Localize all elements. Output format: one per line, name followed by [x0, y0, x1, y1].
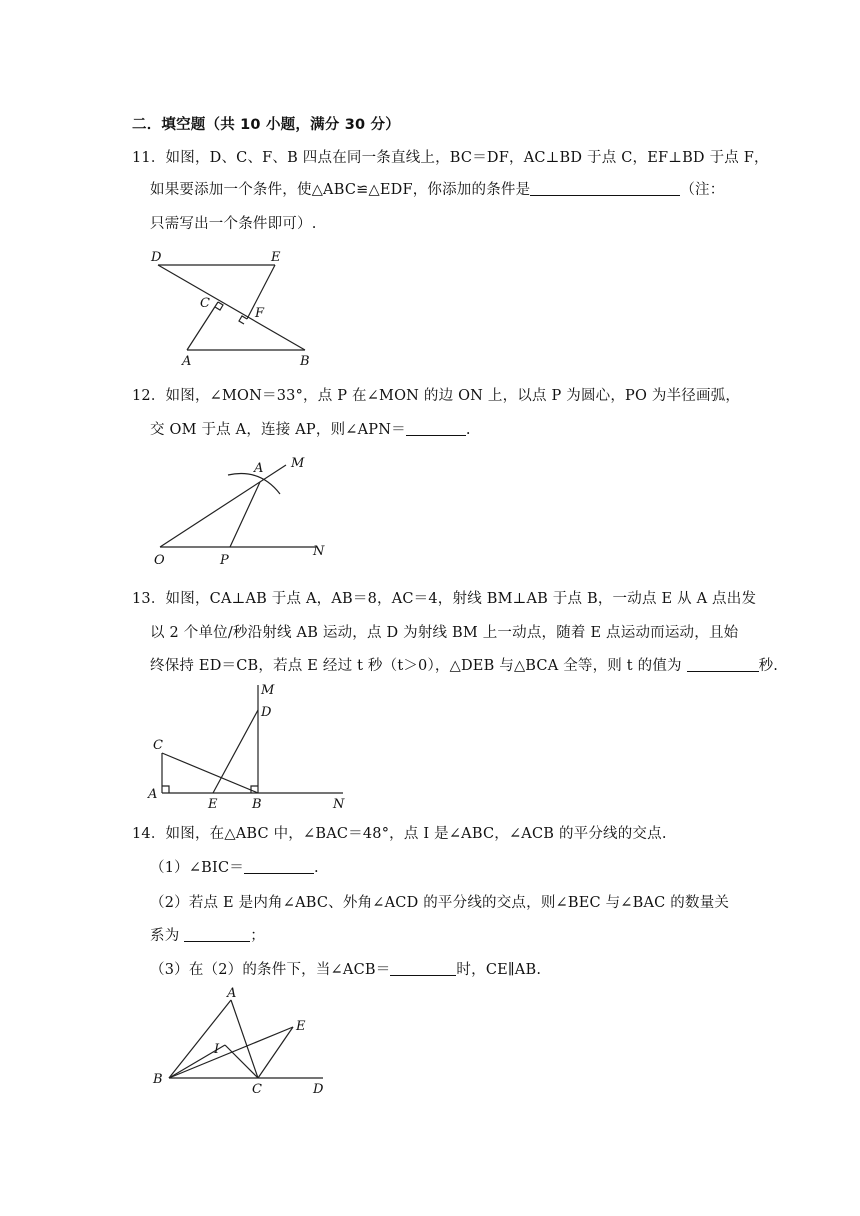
q12-line1: 12．如图，∠MON＝33°，点 P 在∠MON 的边 ON 上，以点 P 为圆心，PO 为半径画弧，: [132, 388, 741, 404]
q14-sub2-end: ；: [250, 928, 265, 944]
q14-label-e: E: [296, 1019, 306, 1034]
q14-segment-ci: [225, 1045, 258, 1078]
q11-line1: 11．如图，D、C、F、B 四点在同一条直线上，BC＝DF，AC⊥BD 于点 C，EF⊥BD 于点 F，: [132, 150, 769, 166]
q13-label-m: M: [261, 683, 275, 698]
q14-sub1-text: （1）∠BIC＝: [150, 860, 244, 876]
q12-line2-text: 交 OM 于点 A，连接 AP，则∠APN＝: [150, 422, 406, 438]
q13-line1: 13．如图，CA⊥AB 于点 A，AB＝8，AC＝4，射线 BM⊥AB 于点 B，一动点 E 从 A 点出发: [132, 591, 757, 607]
q11-line2-note: （注：: [680, 182, 725, 198]
q14-label-a: A: [227, 986, 237, 1001]
q11-label-d: D: [151, 250, 162, 265]
q14-sub3-text: （3）在（2）的条件下，当∠ACB＝: [150, 962, 391, 978]
q13-line3-end: 秒.: [758, 658, 779, 674]
q14-figure: [145, 985, 335, 1100]
q12-answer-blank[interactable]: [406, 421, 466, 436]
q12-label-n: N: [313, 544, 325, 559]
q13-label-c: C: [153, 738, 163, 753]
q14-sub1-answer-blank[interactable]: [244, 859, 314, 874]
q13-segment-ed: [213, 710, 258, 793]
q14-sub1-end: .: [313, 860, 319, 876]
q11-line2: [150, 178, 724, 199]
q13-right-angle-a: [162, 786, 169, 793]
q13-answer-blank[interactable]: [687, 657, 759, 672]
q11-line2-text: 如果要添加一个条件，使△ABC≌△EDF，你添加的条件是: [150, 182, 531, 198]
q14-sub2-label: 系为: [150, 928, 180, 944]
q13-label-d: D: [261, 705, 272, 720]
q11-right-angle-f: [239, 316, 247, 324]
q14-sub3-answer-blank[interactable]: [390, 961, 456, 976]
q13-line3: [150, 654, 778, 675]
q12-line2-end: .: [465, 422, 471, 438]
q14-label-c: C: [252, 1082, 262, 1097]
q13-label-a: A: [148, 787, 158, 802]
q12-line2: [150, 418, 471, 439]
q14-sub2-cont: [150, 924, 265, 945]
q12-label-a: A: [254, 461, 264, 476]
q14-label-b: B: [153, 1072, 163, 1087]
q12-label-o: O: [154, 553, 165, 568]
q11-figure: [145, 245, 325, 370]
q12-label-m: M: [291, 456, 305, 471]
q13-label-b: B: [252, 797, 262, 812]
q14-segment-be: [169, 1027, 293, 1078]
q13-label-n: N: [333, 797, 345, 812]
q14-segment-ab: [169, 1000, 231, 1078]
q13-figure: [145, 680, 355, 810]
q13-line2: 以 2 个单位/秒沿射线 AB 运动，点 D 为射线 BM 上一动点，随着 E 点运动而运动，且始: [150, 625, 739, 641]
section-title: 二．填空题（共 10 小题，满分 30 分）: [132, 117, 400, 133]
q13-segment-cb: [162, 753, 258, 793]
q11-label-e: E: [271, 250, 281, 265]
q11-label-c: C: [200, 296, 210, 311]
q13-line3-text: 终保持 ED＝CB，若点 E 经过 t 秒（t＞0），△DEB 与△BCA 全等，则 t 的值为: [150, 658, 682, 674]
q11-right-angle-c: [215, 302, 223, 310]
q14-sub1: [150, 856, 319, 877]
q14-label-i: I: [214, 1042, 220, 1057]
q14-sub2-answer-blank[interactable]: [184, 927, 250, 942]
q14-segment-ac: [231, 1000, 258, 1078]
q11-line3: 只需写出一个条件即可）.: [150, 216, 317, 232]
q12-figure: [148, 450, 333, 570]
q13-label-e: E: [208, 797, 218, 812]
q11-label-a: A: [182, 354, 192, 369]
q11-label-f: F: [255, 306, 265, 321]
q14-sub3-end: 时，CE∥AB.: [456, 962, 542, 978]
q14-sub2: （2）若点 E 是内角∠ABC、外角∠ACD 的平分线的交点，则∠BEC 与∠BAC 的数量关: [150, 895, 730, 911]
q14-line1: 14．如图，在△ABC 中，∠BAC＝48°，点 I 是∠ABC，∠ACB 的平分线的交点.: [132, 826, 667, 842]
q11-answer-blank[interactable]: [530, 181, 680, 196]
q14-label-d: D: [313, 1082, 324, 1097]
q12-label-p: P: [220, 553, 229, 568]
q11-label-b: B: [300, 354, 310, 369]
q11-segment-db: [158, 265, 305, 350]
q12-arc: [228, 474, 280, 494]
q12-ray-om: [160, 465, 286, 547]
q14-sub3: [150, 958, 541, 979]
